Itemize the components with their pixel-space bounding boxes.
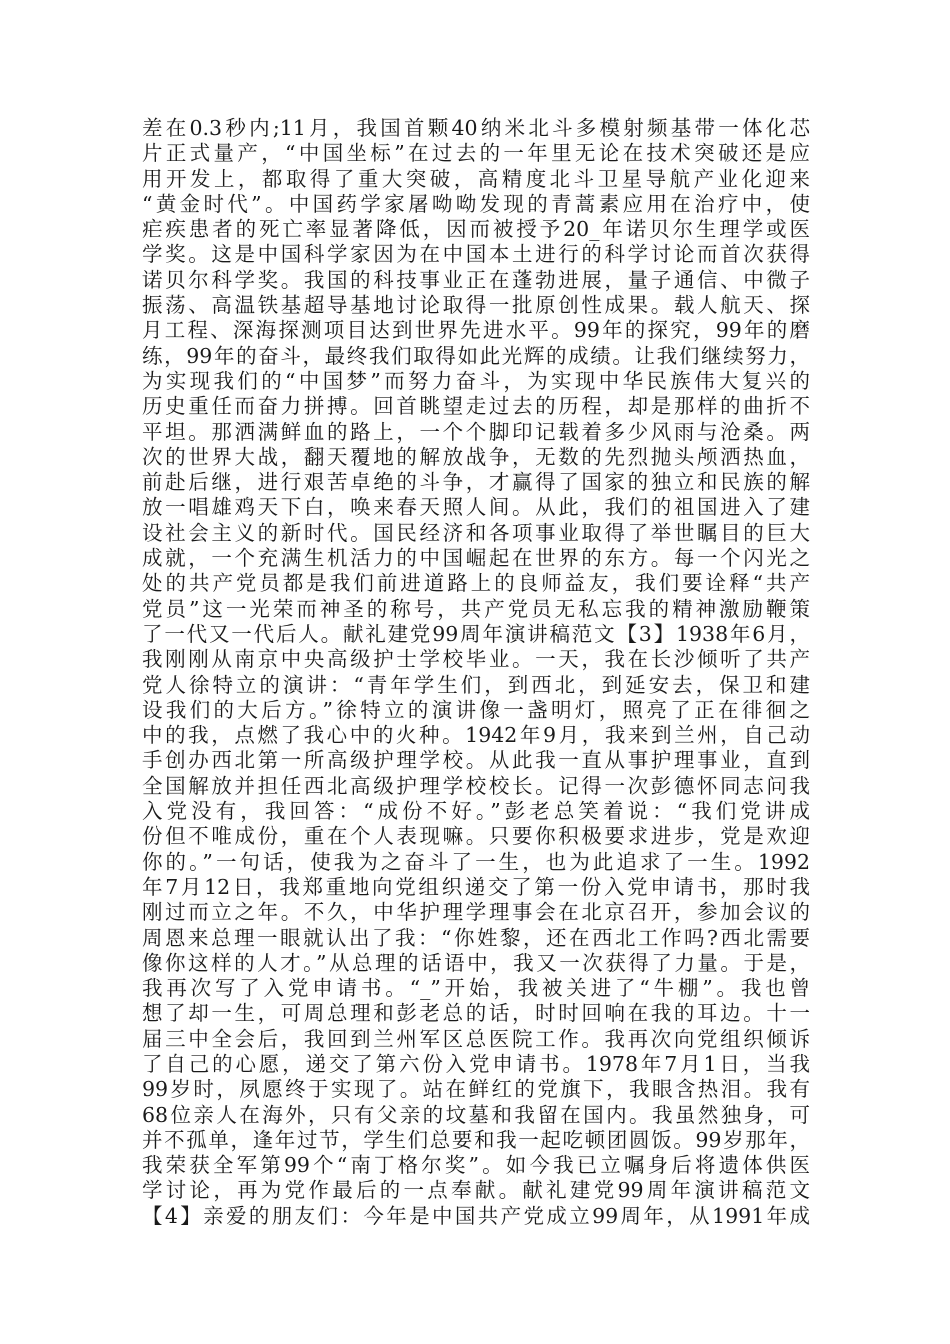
text-line: 学奖。这是中国科学家因为在中国本土进行的科学讨论而首次获得: [142, 242, 810, 267]
text-line: 月工程、深海探测项目达到世界先进水平。99年的探究，99年的磨: [142, 318, 810, 343]
body-text: [142, 116, 810, 1229]
text-line: 你的。”一句话，使我为之奋斗了一生，也为此追求了一生。1992: [142, 849, 810, 874]
text-line: 放一唱雄鸡天下白，唤来春天照人间。从此，我们的祖国进入了建: [142, 495, 810, 520]
text-line: 99岁时，夙愿终于实现了。站在鲜红的党旗下，我眼含热泪。我有: [142, 1077, 810, 1102]
text-line: 手创办西北第一所高级护理学校。从此我一直从事护理事业，直到: [142, 748, 810, 773]
text-line: 刚过而立之年。不久，中华护理学理事会在北京召开，参加会议的: [142, 900, 810, 925]
text-line: 练，99年的奋斗，最终我们取得如此光辉的成绩。让我们继续努力，: [142, 343, 810, 368]
text-line: 了自己的心愿，递交了第六份入党申请书。1978年7月1日，当我: [142, 1051, 810, 1076]
text-line: 诺贝尔科学奖。我国的科技事业正在蓬勃进展，量子通信、中微子: [142, 267, 810, 292]
text-line: 处的共产党员都是我们前进道路上的良师益友，我们要诠释“共产: [142, 571, 810, 596]
text-line: 差在0.3秒内;11月，我国首颗40纳米北斗多模射频基带一体化芯: [142, 116, 810, 140]
text-line: 全国解放并担任西北高级护理学校校长。记得一次彭德怀同志问我: [142, 773, 810, 798]
text-line: 中的我，点燃了我心中的火种。1942年9月，我来到兰州，自己动: [142, 723, 810, 748]
text-line: 我再次写了入党申请书。“_”开始，我被关进了“牛棚”。我也曾: [142, 976, 810, 1001]
text-line: 片正式量产，“中国坐标”在过去的一年里无论在技术突破还是应: [142, 141, 810, 166]
text-line: 我荣获全军第99个“南丁格尔奖”。如今我已立嘱身后将遗体供医: [142, 1153, 810, 1178]
text-line: 党员”这一光荣而神圣的称号，共产党员无私忘我的精神激励鞭策: [142, 596, 810, 621]
text-line: 像你这样的人才。”从总理的话语中，我又一次获得了力量。于是，: [142, 950, 810, 975]
text-line: “黄金时代”。中国药学家屠呦呦发现的青蒿素应用在治疗中，使: [142, 191, 810, 216]
text-line: 68位亲人在海外，只有父亲的坟墓和我留在国内。我虽然独身，可: [142, 1102, 810, 1127]
text-line: 前赴后继，进行艰苦卓绝的斗争，才赢得了国家的独立和民族的解: [142, 470, 810, 495]
text-line: 设社会主义的新时代。国民经济和各项事业取得了举世瞩目的巨大: [142, 520, 810, 545]
text-line: 【4】亲爱的朋友们：今年是中国共产党成立99周年，从1991年成: [142, 1203, 810, 1228]
text-line: 周恩来总理一眼就认出了我：“你姓黎，还在西北工作吗?西北需要: [142, 925, 810, 950]
text-line: 平坦。那洒满鲜血的路上，一个个脚印记载着多少风雨与沧桑。两: [142, 419, 810, 444]
text-line: 振荡、高温铁基超导基地讨论取得一批原创性成果。载人航天、探: [142, 293, 810, 318]
text-line: 年7月12日，我郑重地向党组织递交了第一份入党申请书，那时我: [142, 874, 810, 899]
text-line: 份但不唯成份，重在个人表现嘛。只要你积极要求进步，党是欢迎: [142, 824, 810, 849]
text-line: 入党没有，我回答：“成份不好。”彭老总笑着说：“我们党讲成: [142, 799, 810, 824]
text-line: 了一代又一代后人。献礼建党99周年演讲稿范文【3】1938年6月，: [142, 621, 810, 646]
text-line: 疟疾患者的死亡率显著降低，因而被授予20_年诺贝尔生理学或医: [142, 217, 810, 242]
text-line: 想了却一生，可周总理和彭老总的话，时时回响在我的耳边。十一: [142, 1001, 810, 1026]
text-line: 并不孤单，逢年过节，学生们总要和我一起吃顿团圆饭。99岁那年，: [142, 1127, 810, 1152]
text-line: 我刚刚从南京中央高级护士学校毕业。一天，我在长沙倾听了共产: [142, 647, 810, 672]
text-line: 成就，一个充满生机活力的中国崛起在世界的东方。每一个闪光之: [142, 546, 810, 571]
text-line: 学讨论，再为党作最后的一点奉献。献礼建党99周年演讲稿范文: [142, 1178, 810, 1203]
text-line: 历史重任而奋力拼搏。回首眺望走过去的历程，却是那样的曲折不: [142, 394, 810, 419]
text-line: 届三中全会后，我回到兰州军区总医院工作。我再次向党组织倾诉: [142, 1026, 810, 1051]
text-line: 次的世界大战，翻天覆地的解放战争，无数的先烈抛头颅洒热血，: [142, 444, 810, 469]
text-line: 为实现我们的“中国梦”而努力奋斗，为实现中华民族伟大复兴的: [142, 368, 810, 393]
text-line: 设我们的大后方。”徐特立的演讲像一盏明灯，照亮了正在徘徊之: [142, 697, 810, 722]
text-line: 党人徐特立的演讲：“青年学生们，到西北，到延安去，保卫和建: [142, 672, 810, 697]
text-line: 用开发上，都取得了重大突破，高精度北斗卫星导航产业化迎来: [142, 166, 810, 191]
